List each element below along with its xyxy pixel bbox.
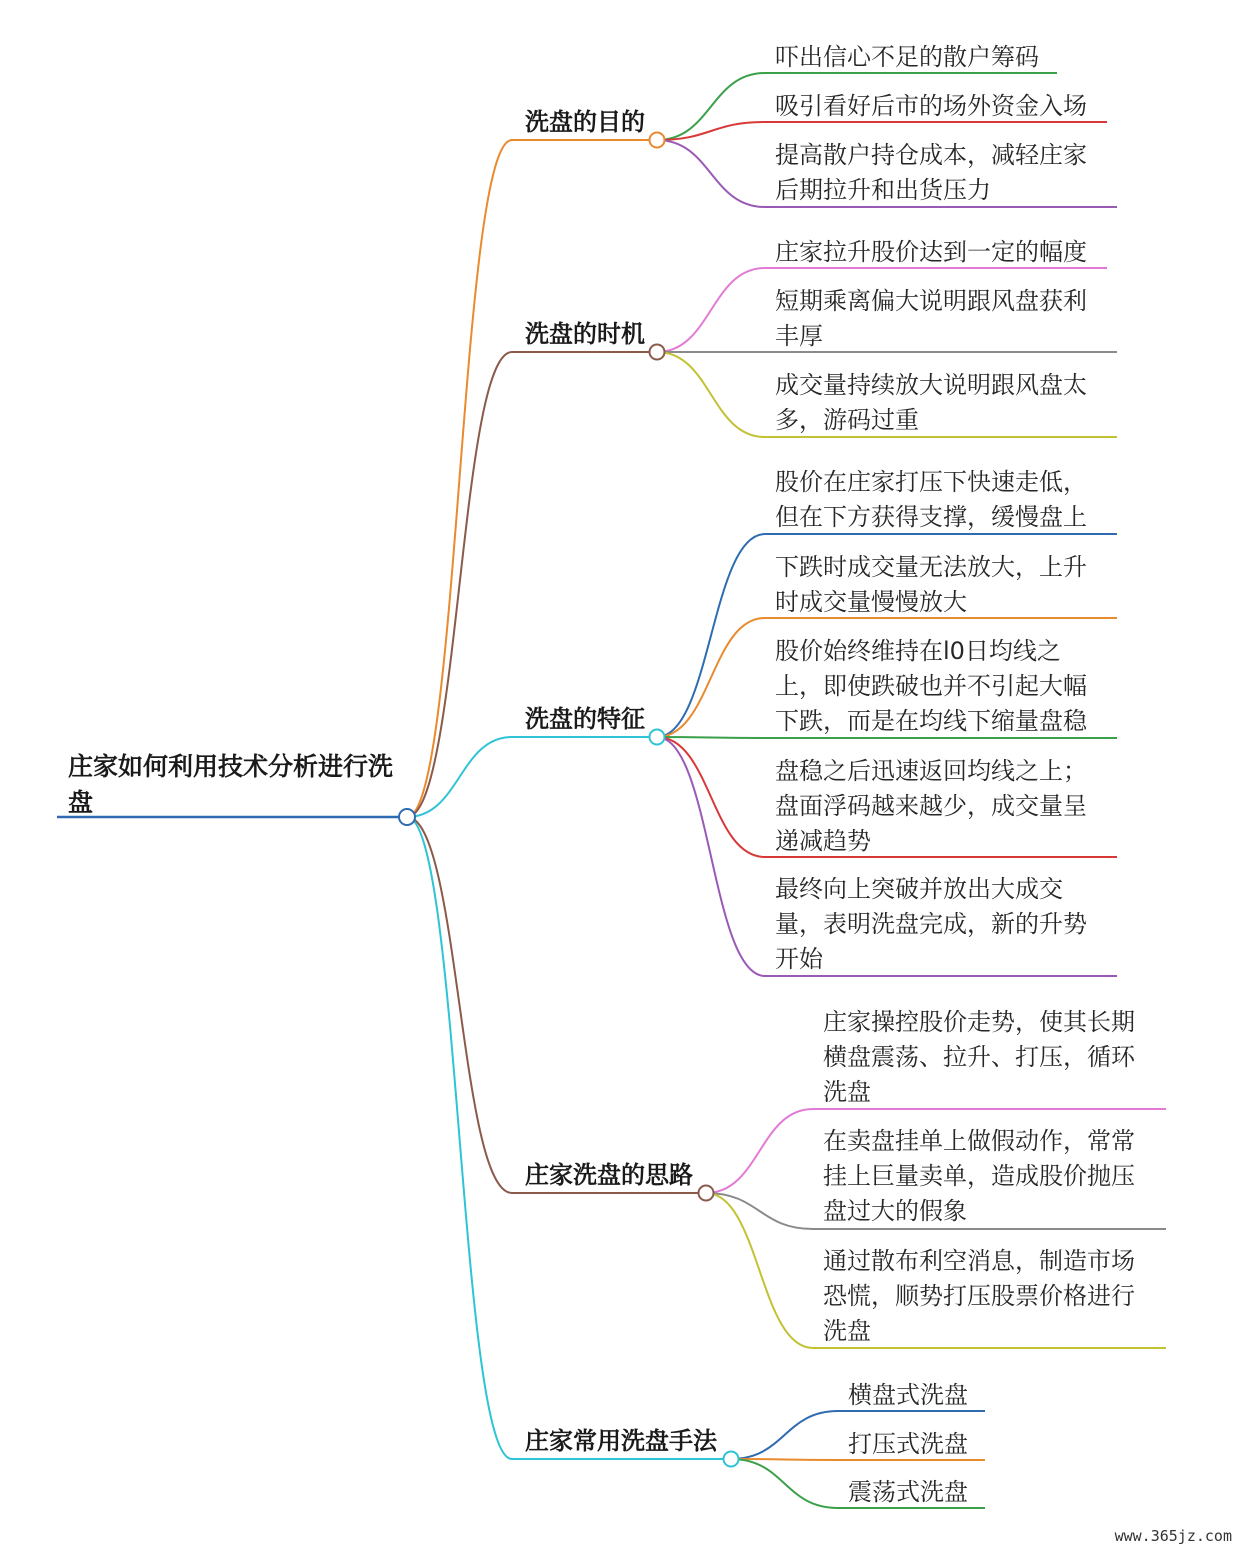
leaf-topic: 庄家拉升股价达到一定的幅度 xyxy=(775,238,1087,266)
leaf-connector xyxy=(731,1459,838,1508)
leaf-topic: 提高散户持仓成本，减轻庄家 后期拉升和出货压力 xyxy=(775,141,1087,204)
leaf-topic: 打压式洗盘 xyxy=(848,1430,968,1458)
leaf-topic: 短期乘离偏大说明跟风盘获利 丰厚 xyxy=(775,287,1087,350)
branch-topic: 庄家洗盘的思路 xyxy=(525,1161,693,1189)
leaf-topic: 庄家操控股价走势，使其长期 横盘震荡、拉升、打压，循环 洗盘 xyxy=(823,1008,1135,1106)
leaf-topic: 横盘式洗盘 xyxy=(848,1381,968,1409)
leaf-topic: 股价始终维持在l0日均线之 上，即使跌破也并不引起大幅 下跌，而是在均线下缩量盘稳 xyxy=(775,637,1087,735)
branch-connector xyxy=(407,352,512,817)
watermark: www.365jz.com xyxy=(1114,1527,1232,1545)
branch-node-circle xyxy=(699,1186,714,1201)
leaf-topic: 在卖盘挂单上做假动作，常常 挂上巨量卖单，造成股价抛压 盘过大的假象 xyxy=(823,1127,1135,1225)
branch-node-circle xyxy=(650,730,665,745)
branch-topic: 洗盘的时机 xyxy=(525,320,645,348)
leaf-connector xyxy=(706,1193,813,1348)
branch-topic: 庄家常用洗盘手法 xyxy=(525,1427,717,1455)
leaf-connector xyxy=(657,140,765,207)
branch-node-circle xyxy=(724,1452,739,1467)
leaf-topic: 最终向上突破并放出大成交 量，表明洗盘完成，新的升势 开始 xyxy=(775,875,1087,973)
branch-connector xyxy=(407,737,512,817)
leaf-connector xyxy=(657,534,765,737)
root-node-circle xyxy=(399,809,415,825)
leaf-connector xyxy=(657,737,765,976)
leaf-connector xyxy=(706,1109,813,1193)
leaf-connector xyxy=(657,352,765,437)
leaf-connector xyxy=(657,737,765,738)
leaf-topic: 吓出信心不足的散户筹码 xyxy=(775,43,1039,71)
leaf-topic: 吸引看好后市的场外资金入场 xyxy=(775,92,1087,120)
branch-connector xyxy=(407,140,512,817)
leaf-topic: 股价在庄家打压下快速走低， 但在下方获得支撑，缓慢盘上 xyxy=(775,468,1087,531)
branch-topic: 洗盘的目的 xyxy=(525,108,645,136)
leaf-topic: 成交量持续放大说明跟风盘太 多，游码过重 xyxy=(775,371,1087,434)
leaf-topic: 震荡式洗盘 xyxy=(848,1478,968,1506)
leaf-connector xyxy=(731,1411,838,1459)
leaf-topic: 通过散布利空消息，制造市场 恐慌，顺势打压股票价格进行 洗盘 xyxy=(823,1247,1135,1345)
branch-topic: 洗盘的特征 xyxy=(525,705,645,733)
branch-node-circle xyxy=(650,345,665,360)
leaf-topic: 下跌时成交量无法放大，上升 时成交量慢慢放大 xyxy=(775,553,1087,616)
leaf-topic: 盘稳之后迅速返回均线之上； 盘面浮码越来越少，成交量呈 递减趋势 xyxy=(775,757,1087,855)
branch-connector xyxy=(407,817,512,1459)
leaf-connector xyxy=(657,737,765,857)
root-topic: 庄家如何利用技术分析进行洗 盘 xyxy=(68,752,394,817)
branch-node-circle xyxy=(650,133,665,148)
leaf-connector xyxy=(657,268,765,352)
